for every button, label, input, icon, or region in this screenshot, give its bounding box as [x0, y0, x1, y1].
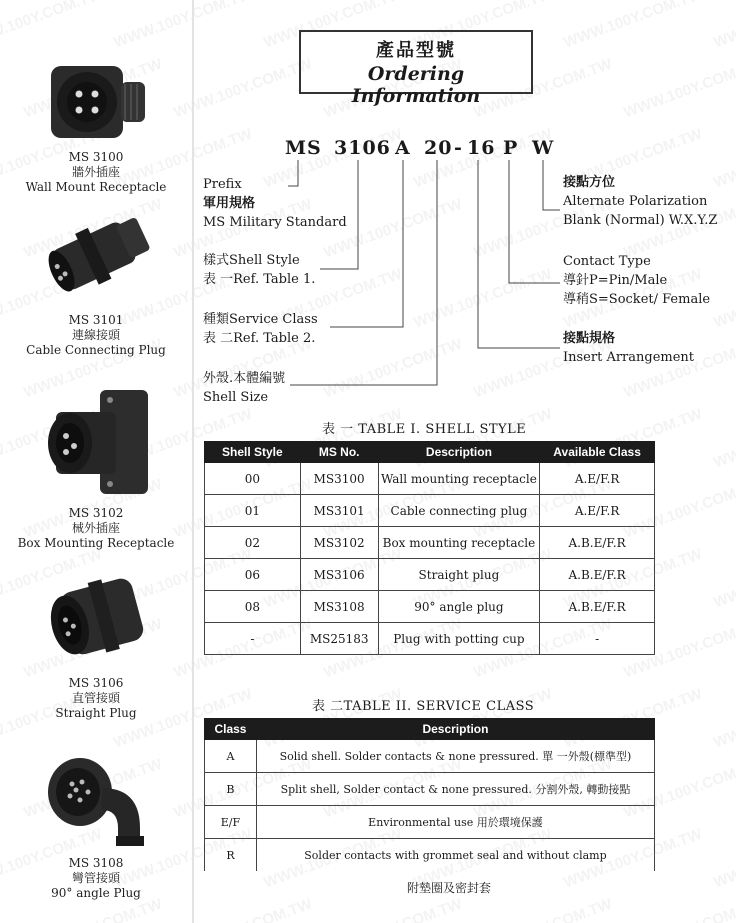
table-row [205, 527, 655, 559]
table-cell: Straight plug [378, 559, 540, 591]
table-cell: Plug with potting cup [378, 623, 540, 655]
shell-style-table [204, 441, 655, 655]
contact-type-label: Contact Type 導針P=Pin/Male 導稍S=Socket/ Female [563, 254, 711, 307]
column-header: Shell Style [205, 442, 301, 463]
table-header-row [205, 442, 655, 463]
code-shell-size: 20 [424, 137, 453, 159]
product-caption: MS 3100 牆外插座 Wall Mount Receptacle [25, 150, 167, 194]
table-cell: Wall mounting receptacle [378, 463, 540, 495]
column-header: Class [205, 719, 257, 740]
table-cell: 01 [205, 495, 301, 527]
code-dash: - [454, 137, 463, 159]
product-caption: MS 3101 連線接頭 Cable Connecting Plug [26, 313, 166, 357]
prefix-label: Prefix 軍用規格 MS Military Standard [203, 177, 347, 230]
table-cell: 08 [205, 591, 301, 623]
table-cell: MS3102 [300, 527, 378, 559]
code-prefix: MS [285, 137, 322, 159]
table-cell: Cable connecting plug [378, 495, 540, 527]
table-cell: MS3108 [300, 591, 378, 623]
table-row [205, 559, 655, 591]
product-caption: MS 3106 直管接頭 Straight Plug [55, 676, 137, 720]
code-service-class: A [395, 137, 411, 159]
table-cell: Solid shell. Solder contacts & none pressured. 單 一外殼(標準型) [256, 740, 654, 773]
table-row [205, 623, 655, 655]
service-class-label: 種類Service Class 表 二Ref. Table 2. [203, 312, 318, 346]
table-cell: 02 [205, 527, 301, 559]
table-row [205, 806, 655, 839]
table-row [205, 591, 655, 623]
table-cell: Box mounting receptacle [378, 527, 540, 559]
table-cell: Environmental use 用於環境保護 [256, 806, 654, 839]
table-cell: B [205, 773, 257, 806]
table2-footer-line: 附墊圈及密封套 [407, 881, 492, 895]
table-cell: A [205, 740, 257, 773]
table-cell: Split shell, Solder contact & none pressured. 分割外殼, 轉動接點 [256, 773, 654, 806]
table-cell: 00 [205, 463, 301, 495]
table-cell: MS3101 [300, 495, 378, 527]
table-cell: A.B.E/F.R [540, 527, 655, 559]
table-cell: A.B.E/F.R [540, 591, 655, 623]
table-cell: Solder contacts with grommet seal and without clamp [256, 839, 654, 872]
column-header: Description [256, 719, 654, 740]
column-header: Available Class [540, 442, 655, 463]
code-polarization: W [532, 137, 555, 159]
table-cell: MS3106 [300, 559, 378, 591]
column-header: MS No. [300, 442, 378, 463]
table2-caption: 表 二TABLE II. SERVICE CLASS [312, 699, 535, 714]
table-cell: A.E/F.R [540, 495, 655, 527]
polarization-label: 接點方位 Alternate Polarization Blank (Normal) W.X.Y.Z [563, 175, 718, 228]
code-contact: P [503, 137, 519, 159]
table-cell: - [540, 623, 655, 655]
table1-caption: 表 一 TABLE I. SHELL STYLE [322, 422, 527, 437]
table-cell: A.E/F.R [540, 463, 655, 495]
table-row [205, 495, 655, 527]
table-cell: R [205, 839, 257, 872]
shell-style-label: 樣式Shell Style 表 一Ref. Table 1. [203, 253, 316, 287]
service-class-table [204, 718, 655, 871]
code-insert: 16 [467, 137, 496, 159]
shell-size-label: 外殼.本體編號 Shell Size [203, 371, 286, 405]
table-cell: 90° angle plug [378, 591, 540, 623]
product-caption: MS 3108 彎管接頭 90° angle Plug [51, 856, 141, 900]
table-cell: MS25183 [300, 623, 378, 655]
table-row [205, 463, 655, 495]
table-cell: E/F [205, 806, 257, 839]
title-english: Ordering Information [351, 63, 481, 107]
table-cell: A.B.E/F.R [540, 559, 655, 591]
title-chinese: 產品型號 [376, 40, 456, 61]
table-row [205, 740, 655, 773]
column-header: Description [378, 442, 540, 463]
table-cell: 06 [205, 559, 301, 591]
product-caption: MS 3102 械外插座 Box Mounting Receptacle [17, 506, 175, 550]
code-shell-style: 3106 [334, 137, 391, 159]
table-header-row [205, 719, 655, 740]
table-row [205, 773, 655, 806]
insert-arrangement-label: 接點規格 Insert Arrangement [563, 331, 695, 365]
table-row [205, 839, 655, 872]
table-cell: MS3100 [300, 463, 378, 495]
table-cell: - [205, 623, 301, 655]
